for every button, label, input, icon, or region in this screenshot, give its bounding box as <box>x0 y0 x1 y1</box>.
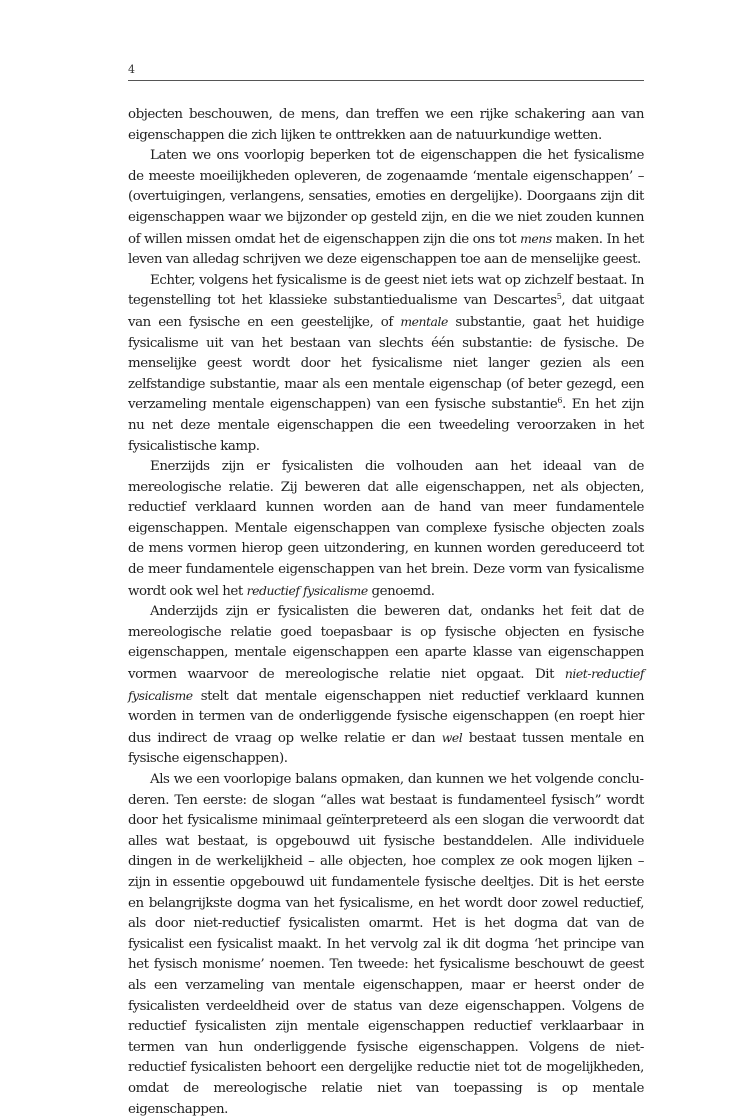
text-run: Anderzijds zijn er fysicalisten die beweren dat, ondanks het feit dat de mereologische relatie goed toepasbaar is op fysische objecten en fysische eigenschappen, mentale eigenschappen een aparte klasse van eigenschappen vormen waarvoor de mereologische relatie niet opgaat. Dit <box>128 604 644 683</box>
text-run: maken. In het leven van alledag schrijven we deze eigenschappen toe aan de menselijke geest. <box>128 231 644 268</box>
paragraph-1 <box>128 105 644 146</box>
paragraph-5 <box>128 602 644 770</box>
footnote-ref: 6 <box>557 396 563 406</box>
footnote-ref: 5 <box>556 292 562 302</box>
text-run: Enerzijds zijn er fysicalisten die volhouden aan het ideaal van de mereologische relatie. Zij beweren dat alle eigenschappen, net als objecten, reductief verklaard kunnen worden aan de hand van meer fundamentele eigenschappen. Mentale eigenschappen van complexe fysische objecten zoals de mens vormen hierop geen uitzondering, en kunnen worden gereduceerd tot de meer fundamentele eigenschappen van het brein. Deze vorm van fysicalisme wordt ook wel het <box>128 459 644 599</box>
paragraph-2 <box>128 146 644 271</box>
text-run: . En het zijn nu net deze mentale eigenschappen die een tweedeling veroorzaken in het fysicalistische kamp. <box>128 397 644 454</box>
page-number: 4 <box>128 63 135 76</box>
italic-run: niet-reductief fysicalisme <box>128 666 644 703</box>
italic-run: mentale <box>400 313 448 329</box>
italic-run: mens <box>520 230 552 246</box>
text-run: genoemd. <box>367 583 435 599</box>
text-run: objecten beschouwen, de mens, dan treffen we een rijke schakering aan van eigenschappen die zich lijken te onttrekken aan de natuurkundige wetten. <box>128 107 644 143</box>
paragraph-3 <box>128 271 644 457</box>
header-rule <box>128 80 644 81</box>
italic-run: wel <box>441 729 463 745</box>
text-run: bestaat tussen mentale en fysische eigenschappen). <box>128 730 645 767</box>
paragraph-4 <box>128 457 644 602</box>
text-run: Echter, volgens het fysicalisme is de geest niet iets wat op zichzelf bestaat. In tegenstelling tot het klassieke substantiedualisme van Descartes <box>128 272 644 309</box>
body-text <box>128 105 644 1120</box>
text-run: substantie, gaat het huidige fysicalisme uit van het bestaan van slechts één substantie: de fysische. De menselijke geest wordt door het fysicalisme niet langer gezien als een zelfstandige substantie, maar als een mentale eigenschap (of beter gezegd, een verzameling mentale eigenschappen) van een fysische substantie <box>128 314 645 413</box>
text-run: Laten we ons voorlopig beperken tot de eigenschappen die het fysicalisme de meeste moeilijkheden opleveren, de zogenaamde ‘mentale eigenschappen’ – (overtuigingen, verlangens, sensaties, emoties en dergelijke). Doorgaans zijn dit eigenschappen waar we bijzonder op gesteld zijn, en die we niet zouden kunnen of willen missen omdat het de eigenschappen zijn die ons tot <box>128 148 644 247</box>
text-run: Als we een voorlopige balans opmaken, dan kunnen we het volgende concluderen. Ten eerste: de slogan “alles wat bestaat is fundamenteel fysisch” wordt door het fysicalisme minimaal geïnterpreteerd als een slogan die verwoordt dat alles wat bestaat, is opgebouwd uit fysische bestanddelen. Alle individuele dingen in de werkelijkheid – alle objecten, hoe complex ze ook mogen lijken – zijn in essentie opgebouwd uit fundamentele fysische deeltjes. Dit is het eerste en belangrijkste dogma van het fysicalisme, en het wordt door zowel reductief, als door niet-reductief fysicalisten omarmt. Het is het dogma dat van de fysicalist een fysicalist maakt. In het vervolg zal ik dit dogma ‘het principe van het fysisch monisme’ noemen. Ten tweede: het fysicalisme beschouwt de geest als een verzameling van mentale eigenschappen, maar er heerst onder de fysicalisten verdeeldheid over de status van deze eigenschappen. Volgens de reductief fysicalisten zijn mentale eigenschappen reductief verklaarbaar in termen van hun onderliggende fysische eigenschappen. Volgens de niet-reductief fysicalisten behoort een dergelijke reductie niet tot de mogelijkheden, omdat de mereologische relatie niet van toepassing is op mentale eigenschappen. <box>128 772 644 1117</box>
italic-run: reductief fysicalisme <box>246 582 368 598</box>
text-run: stelt dat mentale eigenschappen niet reductief verklaard kunnen worden in termen van de onderliggende fysische eigenschappen (en roept hier dus indirect de vraag op welke relatie er dan <box>128 688 644 746</box>
text-run: , dat uitgaat van een fysische en een geestelijke, of <box>128 293 644 330</box>
